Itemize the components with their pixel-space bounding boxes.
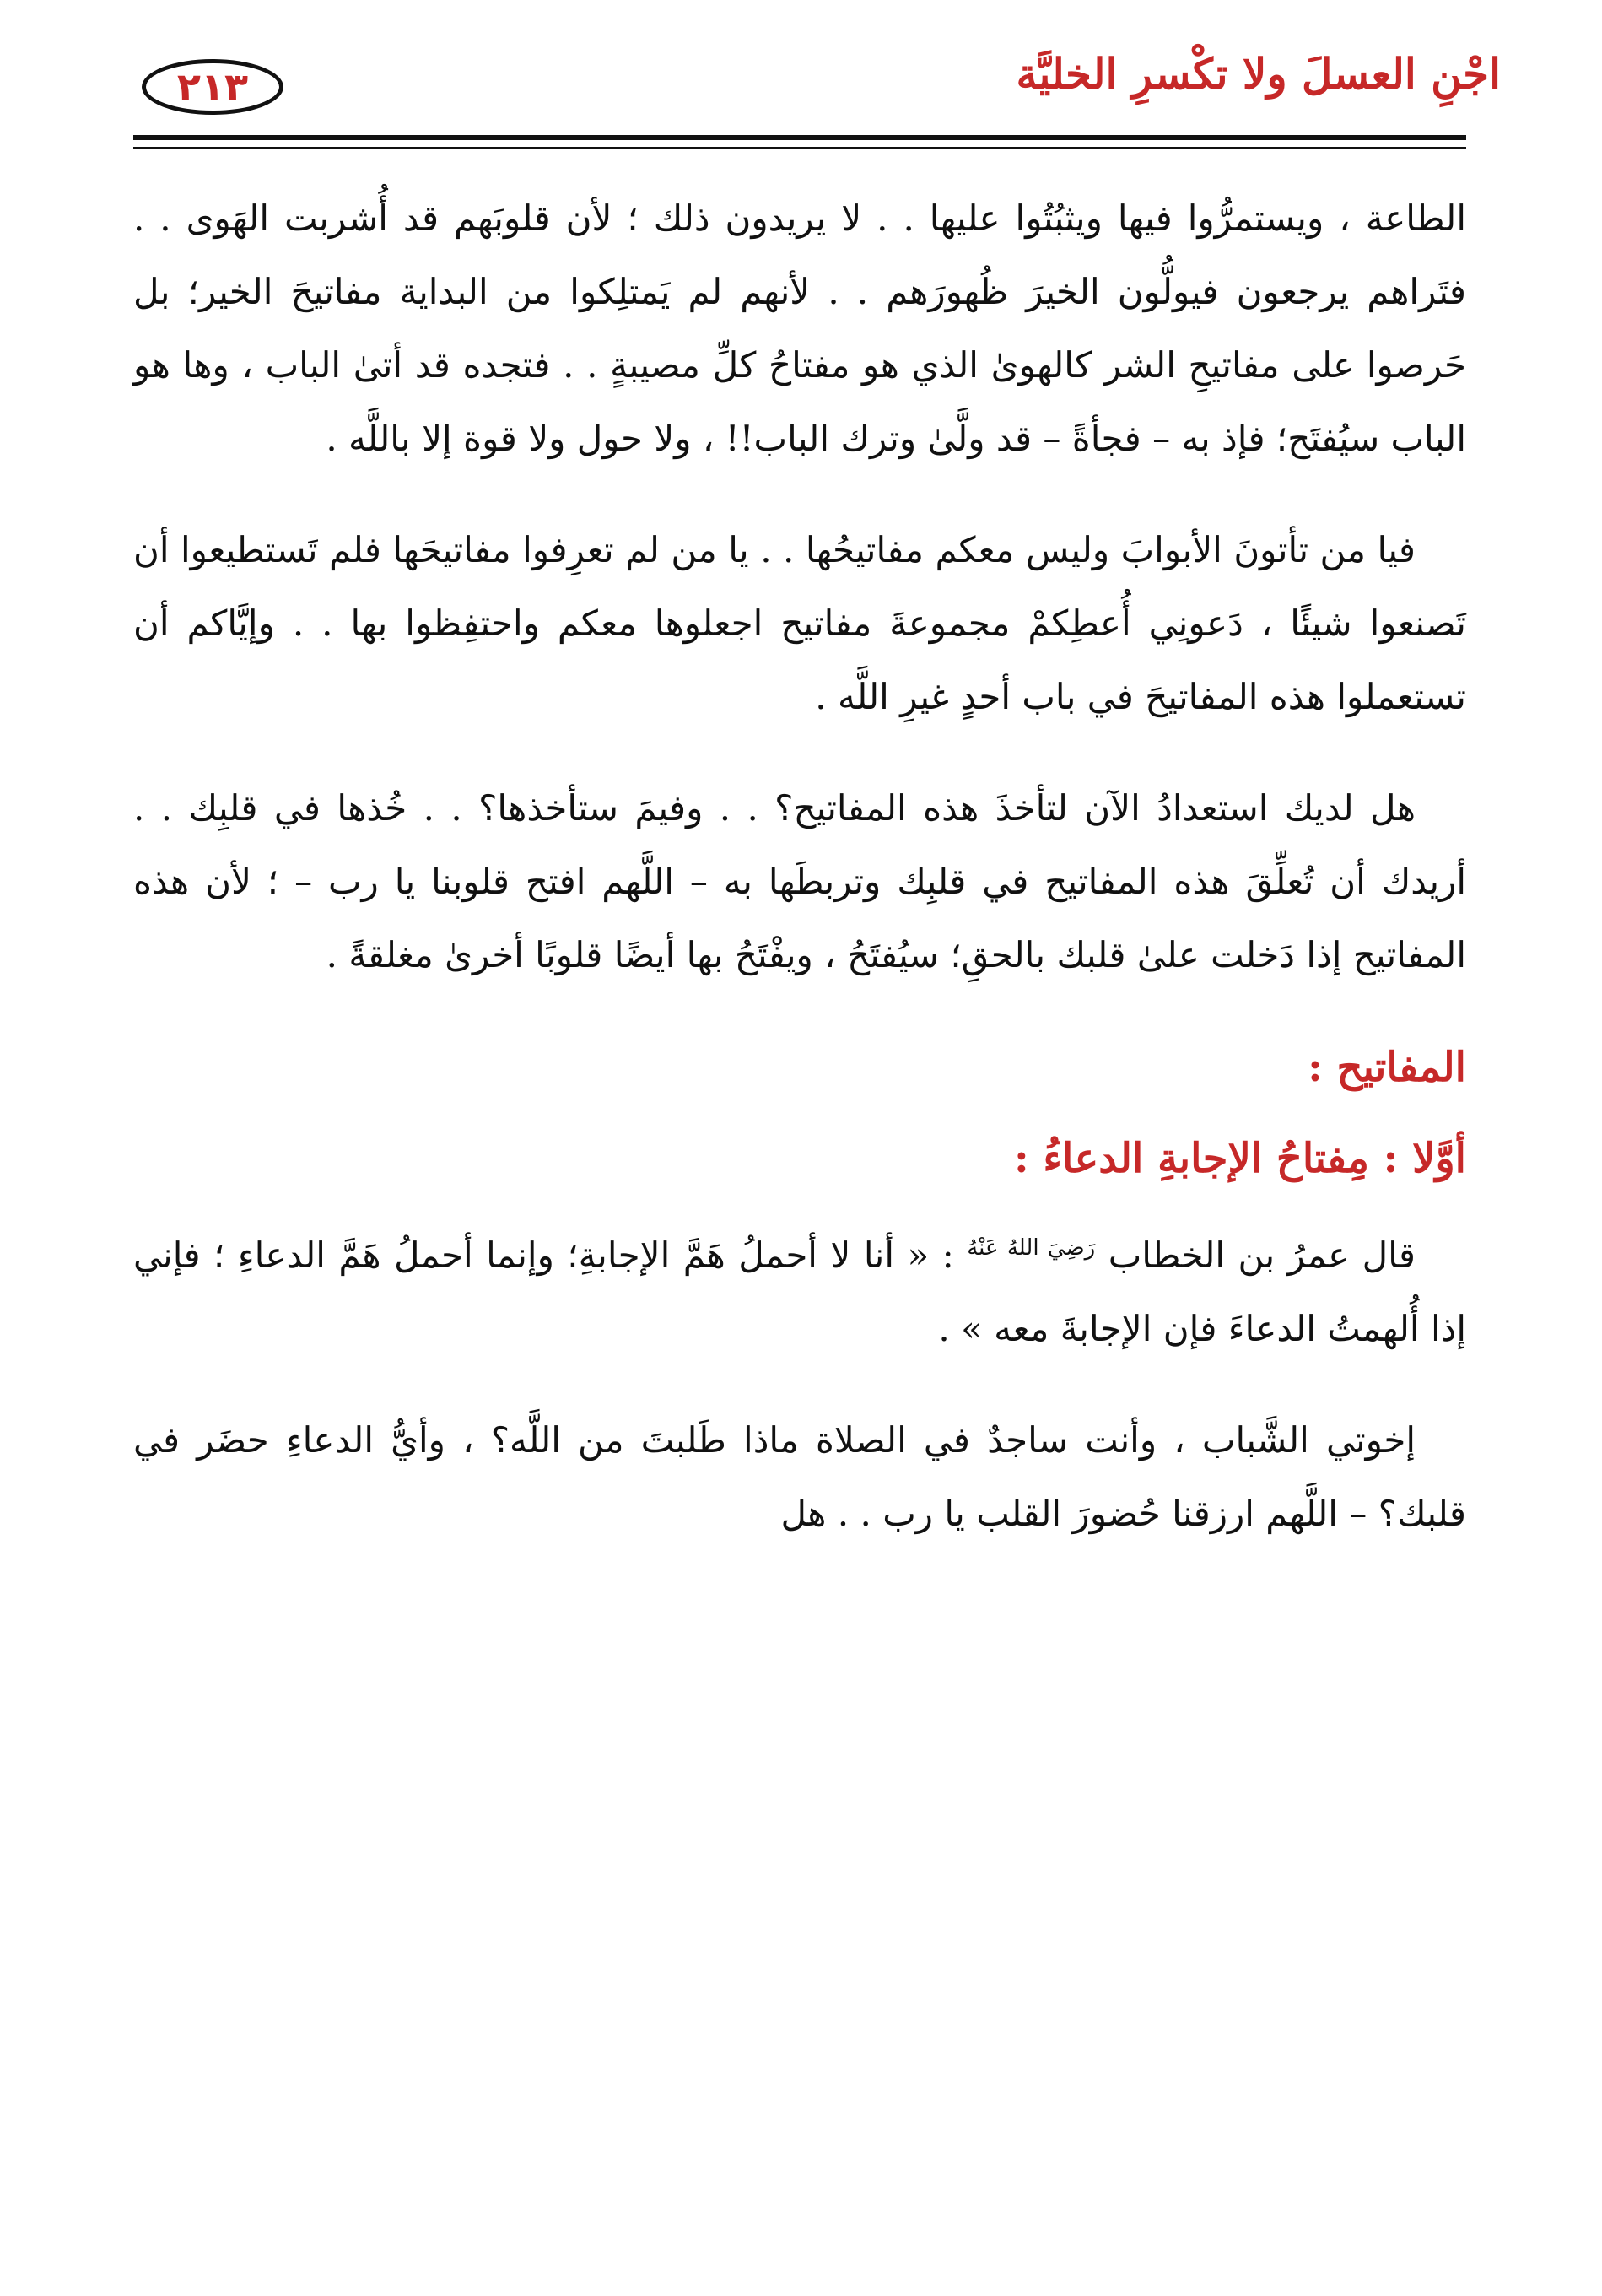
page-number: ٢١٣ — [176, 64, 249, 110]
body-paragraph-1: الطاعة ، ويستمرُّوا فيها ويثبُتُوا عليها . . لا يريدون ذلك ؛ لأن قلوبَهم قد أُشربت الهَوى . . فتَراهم يرجعون فيولُّون الخيرَ ظُهورَهم . . لأنهم لم يَمتلِكوا من البداية مفاتيحَ الخير؛ بل حَرصوا على مفاتيحِ الشر كالهوىٰ الذي هو مفتاحُ كلِّ مصيبةٍ . . فتجده قد أتىٰ الباب ، وها هو الباب سيُفتَح؛ فإذ به – فجأةً – قد ولَّىٰ وترك الباب!! ، ولا حول ولا قوة إلا باللَّه . — [133, 197, 1467, 459]
page-header — [0, 0, 1602, 148]
quote-text: : « أنا لا أحملُ هَمَّ الإجابةِ؛ وإنما أحملُ هَمَّ الدعاءِ ؛ فإني إذا أُلهمتُ الدعاءَ فإن الإجابةَ معه » . — [133, 1234, 1466, 1349]
subsection-heading-first-key: أوَّلا : مِفتاحُ الإجابةِ الدعاءُ : — [1013, 1135, 1466, 1182]
page-number-badge — [142, 59, 283, 115]
section-heading-keys: المفاتيح : — [1308, 1044, 1466, 1091]
quote-intro: قال عمرُ بن الخطاب — [1095, 1234, 1416, 1276]
body-paragraph-3: هل لديك استعدادُ الآن لتأخذَ هذه المفاتيح؟ . . وفيمَ ستأخذها؟ . . خُذها في قلبِك . . أريدك أن تُعلِّقَ هذه المفاتيح في قلبِك وتربطَها به – اللَّهم افتح قلوبنا يا رب – ؛ لأن هذه المفاتيح إذا دَخلت علىٰ قلبك بالحقِ؛ سيُفتَحُ ، ويفْتَحُ بها أيضًا قلوبًا أخرىٰ مغلقةً . — [133, 787, 1466, 975]
closing-paragraph: إخوتي الشَّباب ، وأنت ساجدٌ في الصلاة ماذا طَلبتَ من اللَّه؟ ، وأيُّ الدعاءِ حضَر في قلبك؟ – اللَّهم ارزقنا حُضورَ القلب يا رب . . هل — [133, 1419, 1466, 1534]
honorific-mark: رَضِيَ اللهُ عَنْهُ — [967, 1235, 1096, 1261]
page-body — [133, 181, 1466, 1588]
header-rule-thick — [133, 135, 1466, 140]
header-rule-thin — [133, 147, 1466, 149]
body-paragraph-2: فيا من تأتونَ الأبوابَ وليس معكم مفاتيحُها . . يا من لم تعرِفوا مفاتيحَها فلم تَستطيعوا أن تَصنعوا شيئًا ، دَعونِي أُعطِكمْ مجموعةَ مفاتيح اجعلوها معكم واحتفِظوا بها . . وإيَّاكم أن تستعملوا هذه المفاتيحَ في باب أحدٍ غيرِ اللَّه . — [133, 529, 1466, 717]
running-title: اجْنِ العسلَ ولا تكْسرِ الخليَّة — [1016, 49, 1501, 99]
quote-paragraph — [133, 1212, 1466, 1365]
